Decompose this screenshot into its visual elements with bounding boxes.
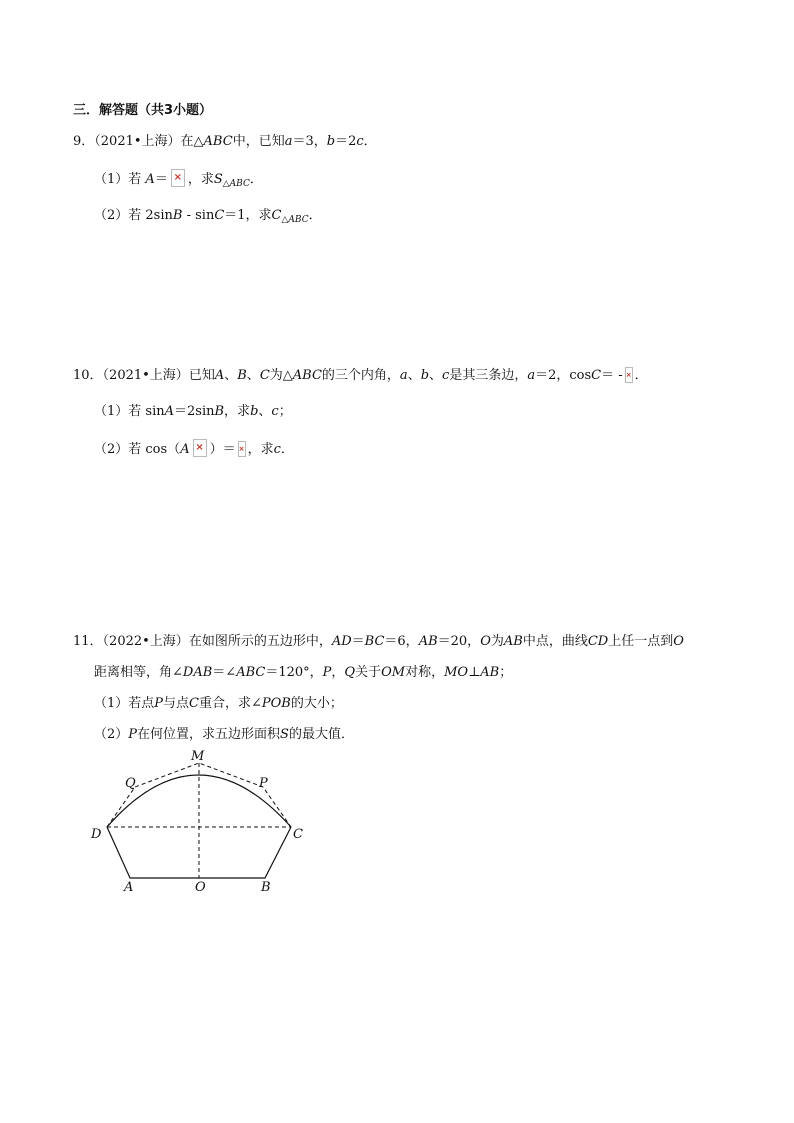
- text-fragment: 的最大值．: [288, 727, 354, 742]
- text-fragment: 在如图所示的五边形中，: [188, 634, 332, 649]
- text-fragment: S: [280, 727, 289, 742]
- q10-part1: [94, 404, 292, 420]
- text-fragment: ⊥: [468, 665, 481, 680]
- text-fragment: ＝: [154, 172, 168, 187]
- text-fragment: A: [214, 368, 225, 383]
- text-fragment: B: [237, 368, 247, 383]
- q10-part2: [94, 439, 294, 458]
- text-fragment: ABC: [292, 368, 322, 383]
- text-fragment: ．: [363, 134, 377, 149]
- text-fragment: （1）若点: [94, 696, 155, 711]
- text-fragment: 中，已知: [232, 134, 285, 149]
- text-fragment: A: [145, 172, 155, 187]
- label-q: Q: [125, 776, 136, 791]
- text-fragment: ＝ -: [601, 368, 623, 383]
- text-fragment: c: [273, 442, 281, 457]
- text-fragment: △ABC: [281, 215, 309, 225]
- text-fragment: C: [214, 208, 225, 223]
- text-fragment: ABC: [236, 665, 266, 680]
- text-fragment: ＝: [351, 634, 365, 649]
- text-fragment: 为: [490, 634, 504, 649]
- text-fragment: O: [480, 634, 491, 649]
- text-fragment: C: [591, 368, 602, 383]
- text-fragment: ，求: [247, 442, 274, 457]
- text-fragment: ＝3，: [292, 134, 327, 149]
- q11-stem-line2: [94, 665, 512, 681]
- q11-stem-line1: [73, 634, 684, 650]
- text-fragment: ．: [308, 208, 322, 223]
- text-fragment: C: [259, 368, 270, 383]
- text-fragment: P: [322, 665, 332, 680]
- text-fragment: ）＝: [209, 442, 236, 457]
- text-fragment: ＝120°，: [265, 665, 323, 680]
- text-fragment: 对称，: [405, 665, 445, 680]
- text-fragment: 重合，求∠: [199, 696, 262, 711]
- text-fragment: P: [154, 696, 164, 711]
- label-p: P: [259, 776, 268, 791]
- text-fragment: c: [271, 404, 279, 419]
- text-fragment: （2）: [94, 727, 129, 742]
- text-fragment: ＝2sin: [174, 404, 215, 419]
- text-fragment: AB: [480, 665, 500, 680]
- q11-part1: [94, 696, 343, 712]
- text-fragment: 在何位置，求五边形面积: [137, 727, 281, 742]
- text-fragment: P: [128, 727, 138, 742]
- text-fragment: 已知: [188, 368, 215, 383]
- text-fragment: ，求: [224, 404, 251, 419]
- section-heading: [73, 103, 212, 119]
- text-fragment: 上任一点到: [608, 634, 674, 649]
- text-fragment: DAB: [182, 665, 213, 680]
- text-fragment: ，求: [187, 172, 214, 187]
- text-fragment: （2）若 cos（: [94, 442, 181, 457]
- text-fragment: （2022•上海）: [102, 634, 189, 649]
- broken-image-icon: [625, 367, 633, 383]
- text-fragment: ABC: [203, 134, 233, 149]
- text-fragment: BC: [364, 634, 385, 649]
- q10-stem: [73, 367, 648, 384]
- text-fragment: C: [189, 696, 199, 711]
- text-fragment: ＝2，cos: [535, 368, 592, 383]
- label-c: C: [293, 827, 303, 842]
- text-fragment: c: [356, 134, 364, 149]
- text-fragment: POB: [261, 696, 291, 711]
- text-fragment: 的大小；: [290, 696, 343, 711]
- text-fragment: b: [420, 368, 430, 383]
- text-fragment: B: [172, 208, 183, 223]
- text-fragment: 为△: [269, 368, 293, 383]
- text-fragment: ；: [278, 404, 292, 419]
- text-fragment: a: [284, 134, 293, 149]
- text-fragment: ．: [634, 368, 648, 383]
- text-fragment: CD: [587, 634, 609, 649]
- text-fragment: A: [180, 442, 190, 457]
- text-fragment: a: [399, 368, 408, 383]
- text-fragment: C: [271, 208, 282, 223]
- text-fragment: ×: [173, 172, 183, 183]
- broken-image-icon: [171, 169, 185, 187]
- text-fragment: 、: [224, 368, 238, 383]
- label-d: D: [91, 827, 102, 842]
- q9-stem: [73, 134, 377, 150]
- text-fragment: ．: [280, 442, 294, 457]
- text-fragment: AB: [503, 634, 523, 649]
- text-fragment: 三．解答题（共3小题）: [73, 103, 213, 118]
- text-fragment: b: [326, 134, 336, 149]
- text-fragment: （2021•上海）: [94, 134, 181, 149]
- text-fragment: ＝1，求: [224, 208, 272, 223]
- text-fragment: ＝2: [335, 134, 357, 149]
- text-fragment: AD: [331, 634, 352, 649]
- text-fragment: ×: [625, 371, 632, 379]
- text-fragment: ；: [499, 665, 513, 680]
- text-fragment: （2021•上海）: [102, 368, 189, 383]
- label-m: M: [191, 749, 205, 764]
- text-fragment: 10．: [73, 368, 103, 383]
- text-fragment: AB: [418, 634, 438, 649]
- pentagon-figure: [80, 745, 320, 905]
- text-fragment: MO: [444, 665, 469, 680]
- text-fragment: S: [213, 172, 223, 187]
- text-fragment: 的三个内角，: [321, 368, 400, 383]
- text-fragment: 关于: [355, 665, 382, 680]
- text-fragment: O: [673, 634, 684, 649]
- text-fragment: 距离相等，角∠: [94, 665, 183, 680]
- text-fragment: 在△: [180, 134, 204, 149]
- text-fragment: ＝20，: [437, 634, 481, 649]
- text-fragment: a: [527, 368, 536, 383]
- text-fragment: 9．: [73, 134, 95, 149]
- text-fragment: OM: [381, 665, 406, 680]
- text-fragment: ×: [238, 445, 245, 453]
- text-fragment: ×: [195, 442, 204, 453]
- text-fragment: b: [250, 404, 259, 419]
- label-o: O: [195, 880, 206, 895]
- text-fragment: A: [164, 404, 174, 419]
- broken-image-icon: [193, 439, 207, 457]
- text-fragment: （2）若 2sin: [94, 208, 173, 223]
- text-fragment: c: [442, 368, 450, 383]
- q9-part1: [94, 169, 263, 192]
- label-a: A: [124, 880, 134, 895]
- text-fragment: 是其三条边，: [449, 368, 528, 383]
- text-fragment: 11．: [73, 634, 103, 649]
- text-fragment: （1）若: [94, 172, 142, 187]
- text-fragment: 与点: [163, 696, 190, 711]
- q11-part2: [94, 727, 354, 743]
- q9-part2: [94, 208, 322, 228]
- label-b: B: [261, 880, 271, 895]
- text-fragment: ＝∠: [212, 665, 237, 680]
- text-fragment: （1）若 sin: [94, 404, 165, 419]
- text-fragment: 、: [258, 404, 272, 419]
- broken-image-icon: [238, 441, 246, 457]
- text-fragment: △ABC: [222, 179, 250, 189]
- text-fragment: B: [214, 404, 225, 419]
- text-fragment: 、: [246, 368, 260, 383]
- text-fragment: Q: [344, 665, 356, 680]
- text-fragment: 中点，曲线: [522, 634, 588, 649]
- text-fragment: ＝6，: [384, 634, 419, 649]
- text-fragment: 、: [407, 368, 421, 383]
- text-fragment: ，: [331, 665, 345, 680]
- text-fragment: - sin: [182, 208, 215, 223]
- text-fragment: 、: [429, 368, 443, 383]
- text-fragment: ．: [249, 172, 263, 187]
